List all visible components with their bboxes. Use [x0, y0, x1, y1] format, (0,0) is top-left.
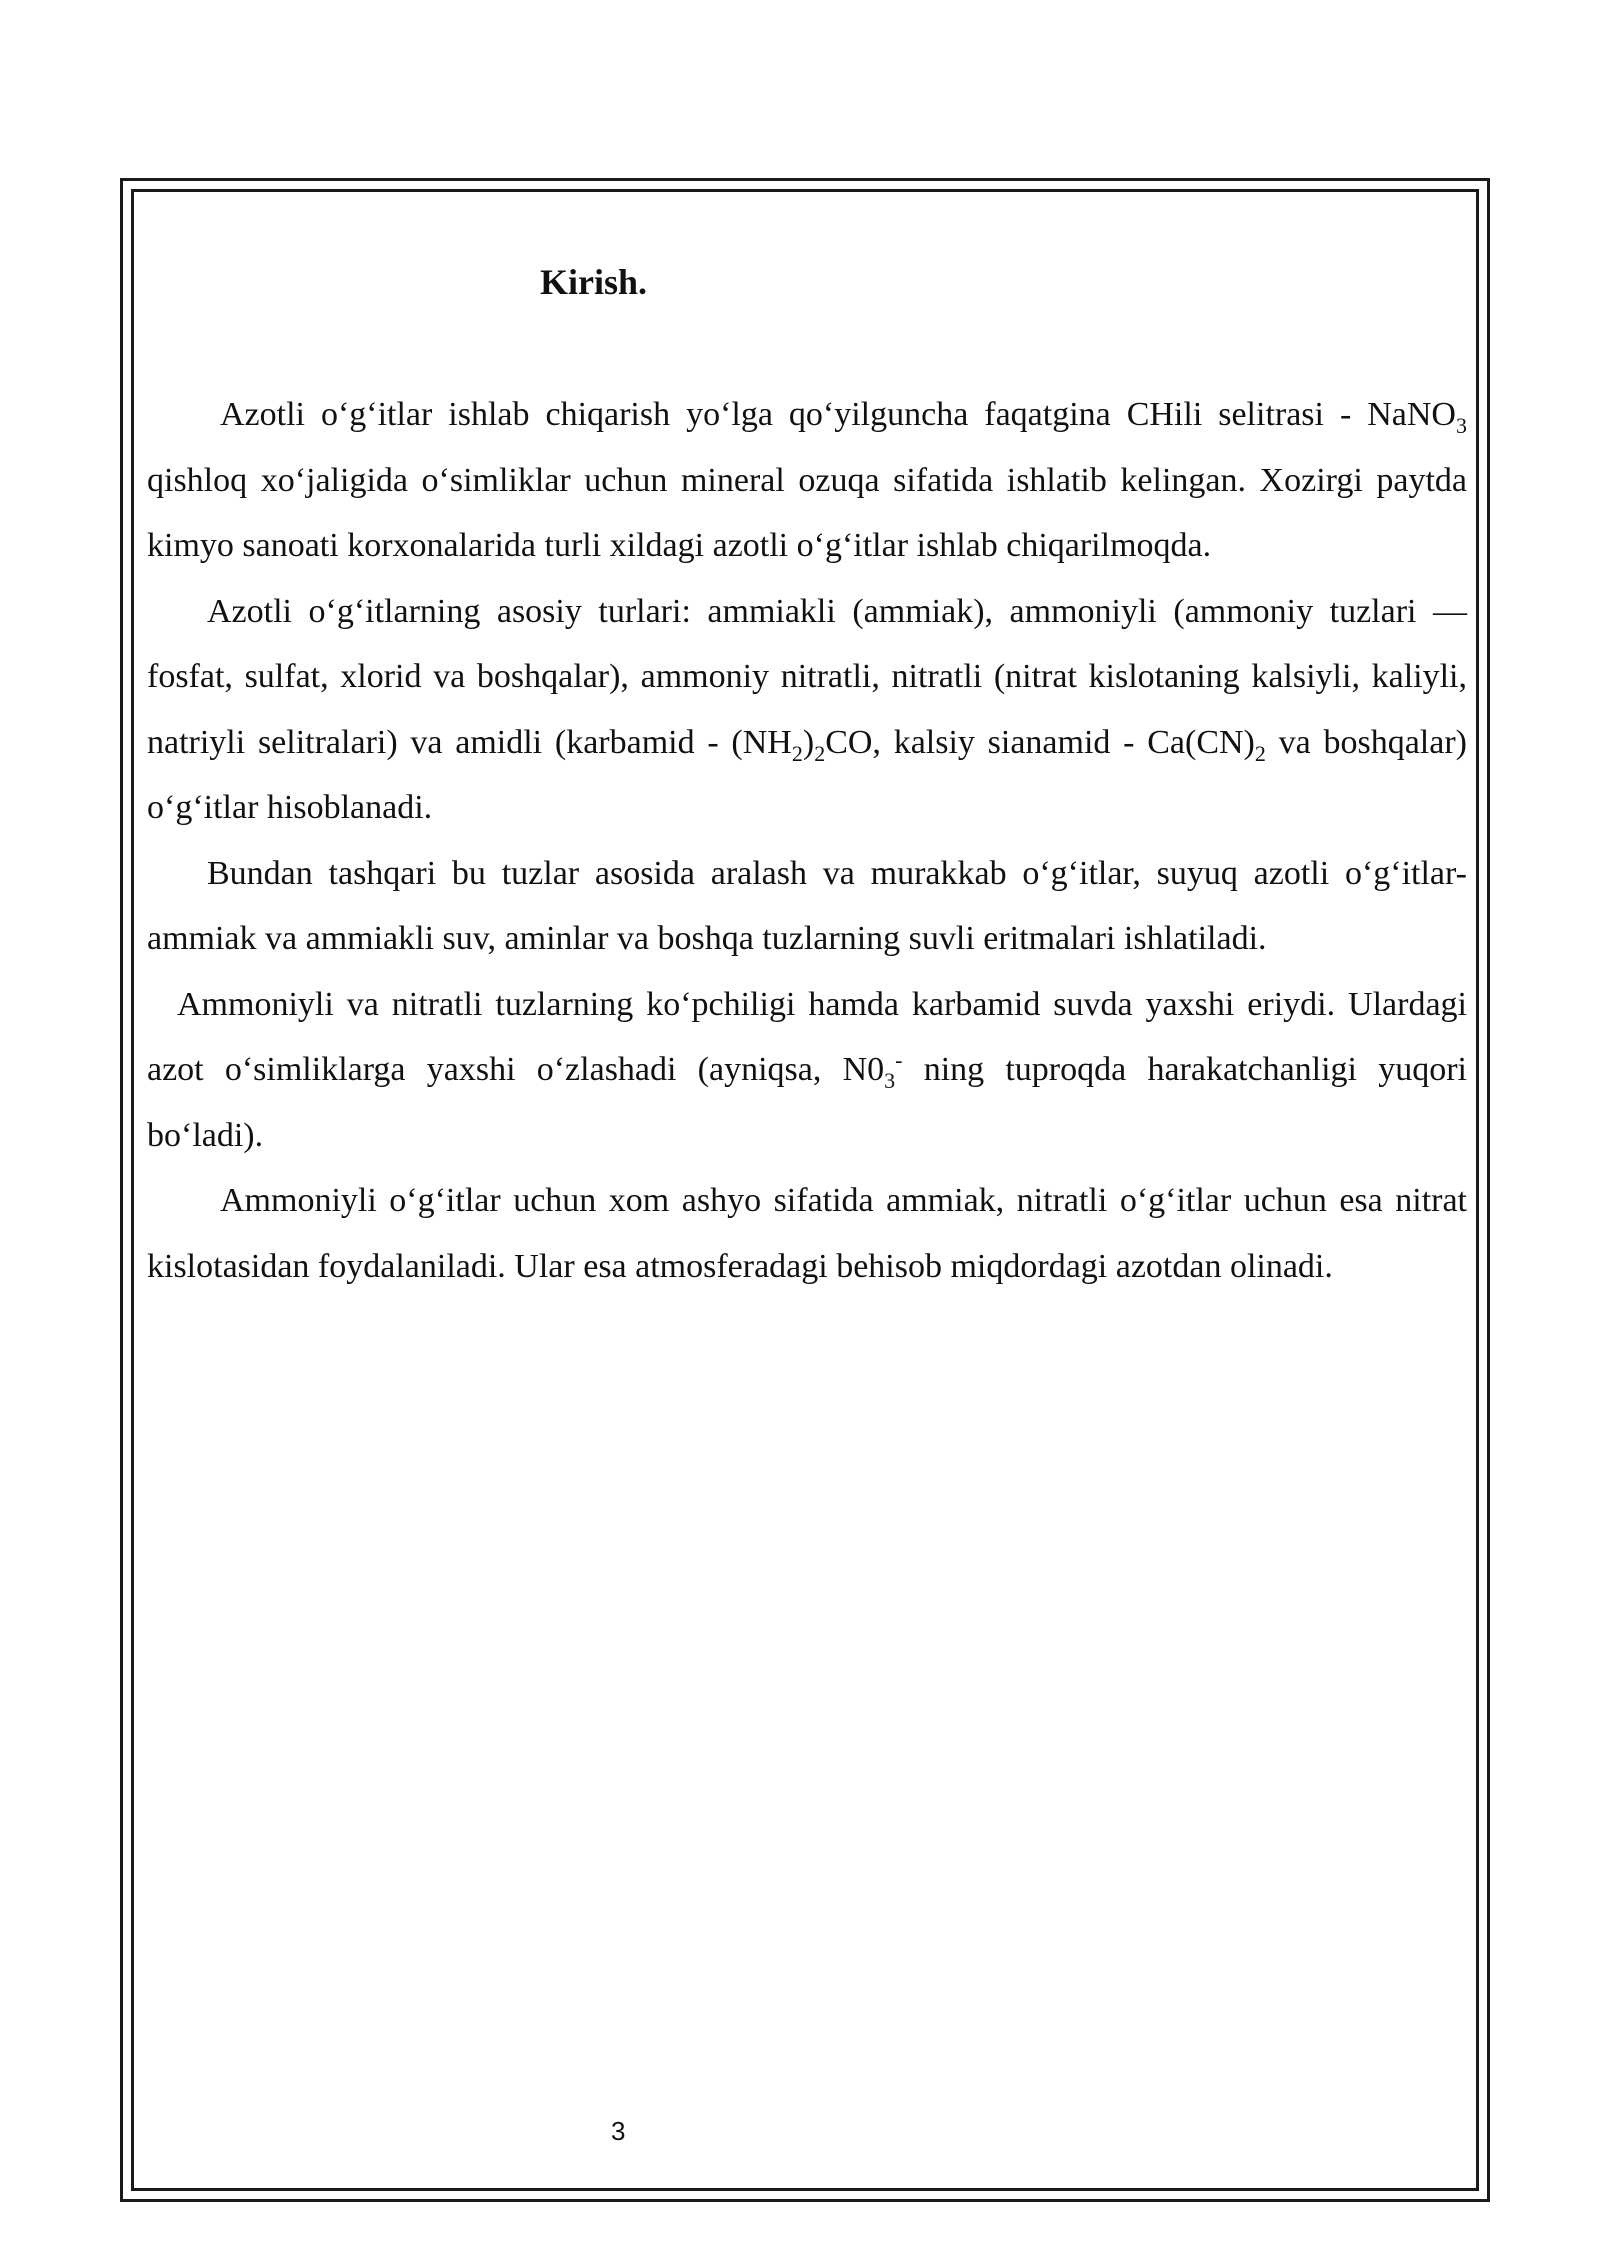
paragraph-2-text-d: va boshqalar) o‘g‘itlar hisoblanadi. [147, 723, 1467, 826]
paragraph-5 [147, 1168, 1467, 1299]
subscript: 2 [791, 740, 803, 766]
paragraph-4-text-a: Ammoniyli va nitratli tuzlarning ko‘pchiligi hamda karbamid suvda yaxshi eriydi. Ulardagi azot o‘simliklarga yaxshi o‘zlashadi (ayniqsa, N0 [147, 985, 1467, 1088]
section-title: Kirish. [540, 262, 648, 302]
paragraph-5-text: Ammoniyli o‘g‘itlar uchun xom ashyo sifatida ammiak, nitratli o‘g‘itlar uchun esa nitrat kislotasidan foydalaniladi. Ular esa atmosferadagi behisob miqdordagi azotdan olinadi. [147, 1182, 1467, 1285]
page-number: 3 [611, 2116, 626, 2146]
paragraph-3-text: Bundan tashqari bu tuzlar asosida aralash va murakkab o‘g‘itlar, suyuq azotli o‘g‘itlar- ammiak va ammiakli suv, aminlar va boshqa tuzlarning suvli eritmalari ishlatiladi. [147, 854, 1467, 957]
paragraph-1-text-a: Azotli o‘g‘itlar ishlab chiqarish yo‘lga qo‘yilguncha faqatgina CHili selitrasi - NaNO [220, 396, 1456, 433]
paragraph-1-text-b: qishloq xo‘jaligida o‘simliklar uchun mineral ozuqa sifatida ishlatib kelingan. Xozirgi paytda kimyo sanoati korxonalarida turli xildagi azotli o‘g‘itlar ishlab chiqarilmoqda. [147, 461, 1467, 564]
body-text [147, 382, 1467, 1299]
subscript: 3 [1456, 412, 1467, 438]
paragraph-2-text-a: Azotli o‘g‘itlarning asosiy turlari: ammiakli (ammiak), ammoniyli (ammoniy tuzlari — fosfat, sulfat, xlorid va boshqalar), ammoniy nitratli, nitratli (nitrat kislotaning kalsiyli, kaliyli, natriyli selitralari) va amidli (karbamid - (NH [147, 592, 1467, 761]
paragraph-4-text-b: ning tuproqda harakatchanligi yuqori bo‘ladi). [147, 1051, 1467, 1154]
paragraph-4 [147, 972, 1467, 1169]
subscript: 3 [884, 1067, 896, 1093]
paragraph-2 [147, 579, 1467, 841]
paragraph-1 [147, 382, 1467, 579]
paragraph-2-text-b: ) [802, 723, 815, 761]
paragraph-3 [147, 841, 1467, 972]
superscript: - [895, 1047, 903, 1073]
subscript: 2 [814, 740, 826, 766]
paragraph-2-text-c: CO, kalsiy sianamid - Ca(CN) [825, 723, 1255, 761]
subscript: 2 [1254, 740, 1266, 766]
